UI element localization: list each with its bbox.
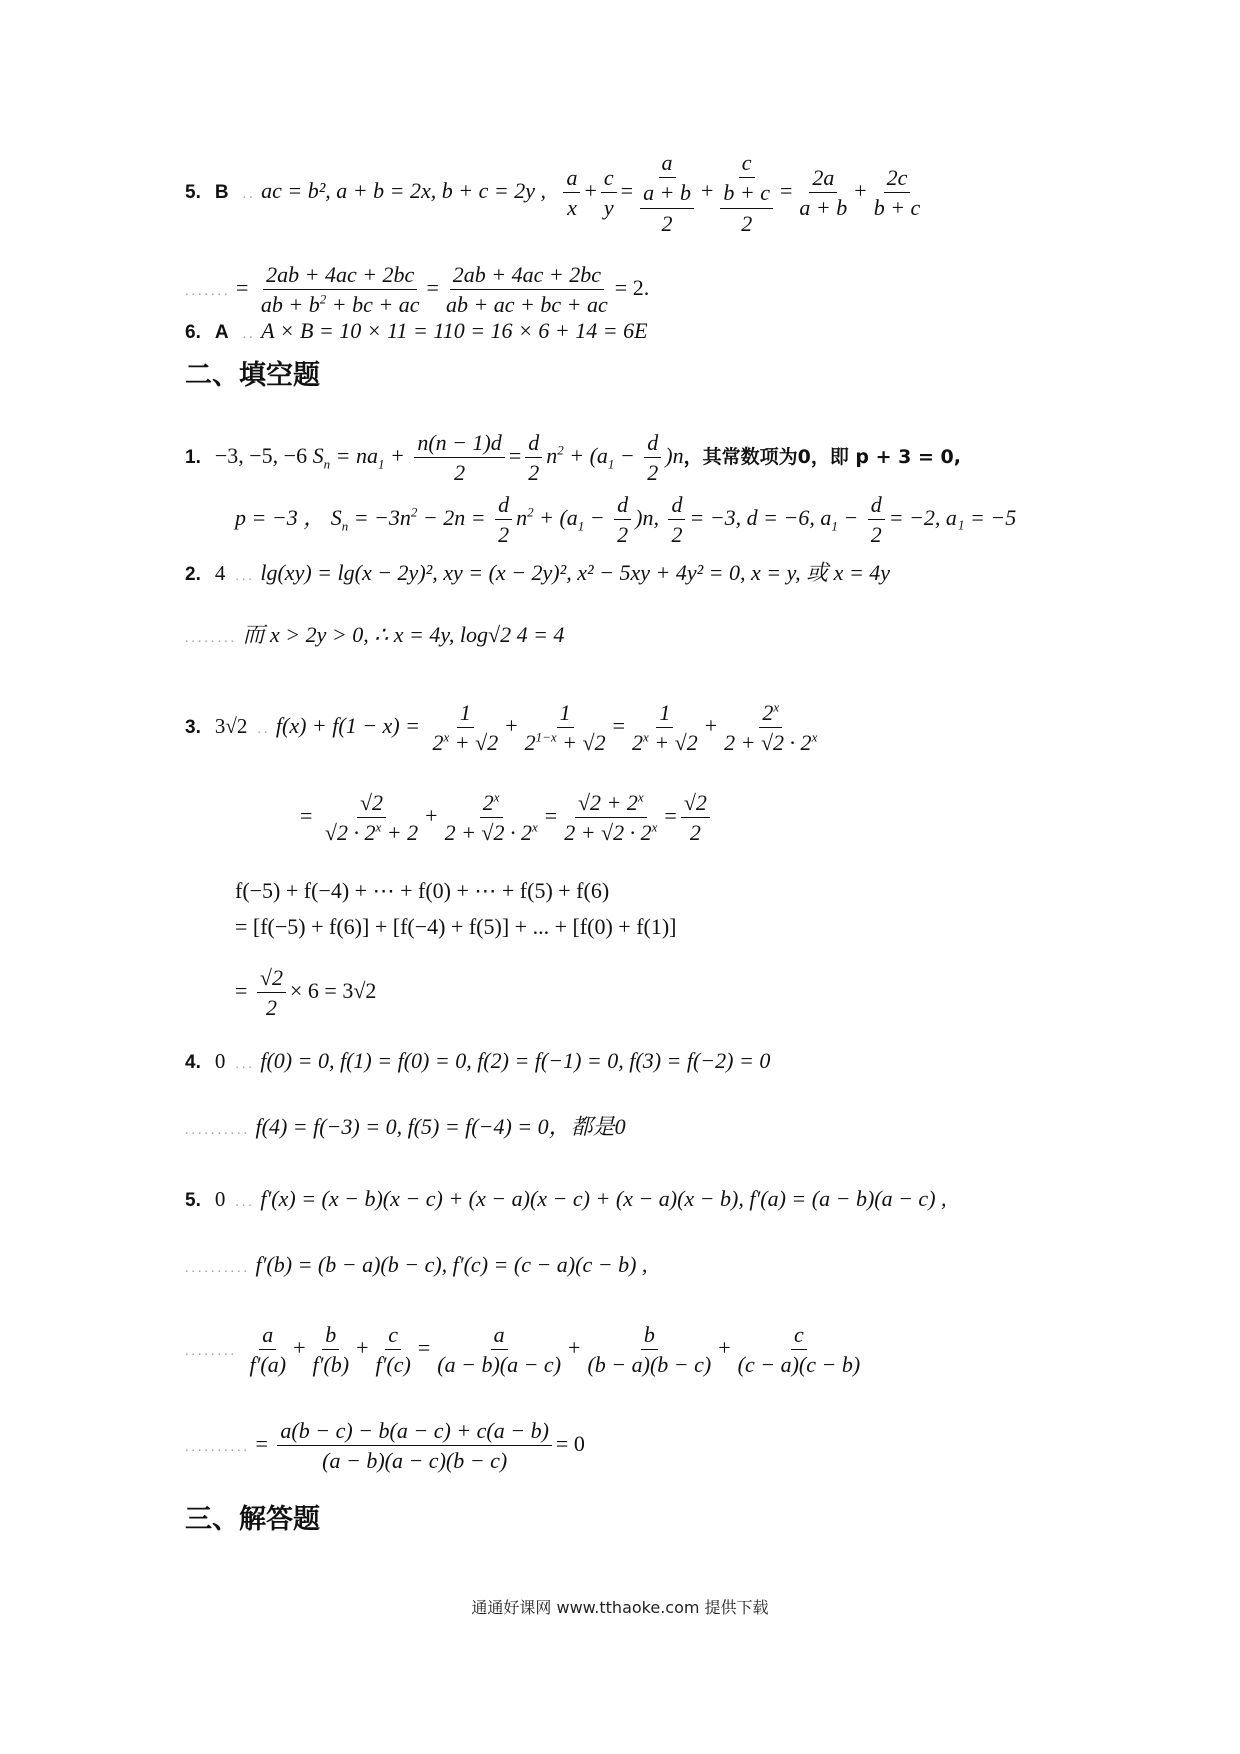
fill-q3-sum3: = $\frac{√2}{2}$ × 6 = 3√2 [235,965,377,1021]
fill-q2-line1: 2. 4 ... lg(xy) = lg(x − 2y)², xy = (x − 2y)², x² − 5xy + 4y² = 0, x = y, 或 x = 4y [185,560,891,585]
question-number: 5. [185,181,201,203]
page-footer: 通通好课网 www.tthaoke.com 提供下载 [471,1598,769,1617]
fill-q3-sum2: = [f(−5) + f(6)] + [f(−4) + f(5)] + ... + [f(0) + f(1)] [235,914,677,939]
formula-text: f(4) = f(−3) = 0, f(5) = f(−4) = 0，都是0 [255,1114,626,1139]
formula-text: ac = b², a + b = 2x, b + c = 2y , [261,177,546,203]
fill-q5-line3: ........ $\frac{a}{f'(a)}$ + $\frac{b}{f'(b)}$ + $\frac{c}{f'(c)}$ = $\frac{a}{(a - b)(a - c)}$ + $\frac{b}{(b - a)(b - c)}$ + $\frac{c}{(c - a)(c - b)}$ [185,1322,861,1378]
section-heading-fill: 二、填空题 [185,360,320,391]
formula-text: A × B = 10 × 11 = 110 = 16 × 6 + 14 = 6E [261,318,648,343]
fill-q5-line4: .......... = $\frac{a(b - c) - b(a - c) + c(a - b)}{(a - b)(a - c)(b - c)}$ = 0 [185,1418,585,1474]
fill-q4-line1: 4. 0 ... f(0) = 0, f(1) = f(0) = 0, f(2) = f(−1) = 0, f(3) = f(−2) = 0 [185,1048,771,1073]
fill-q5-line1: 5. 0 ... f′(x) = (x − b)(x − c) + (x − a)(x − c) + (x − a)(x − b), f′(a) = (a − b)(a − c) , [185,1186,947,1211]
fill-q3-line1: 3. 3√2 .. f(x) + f(1 − x) = $\frac{1}{2^x + √2}$ + $\frac{1}{2^{1-x} + √2}$ = $\frac{1}{2^x + √2}$ + $\frac{2^x}{2 + √2 \cdot 2^x}$ [185,699,818,756]
formula-text: × 6 = 3√2 [290,977,377,1003]
answer-value: 4 [214,561,226,585]
fill-q5-line2: .......... f′(b) = (b − a)(b − c), f′(c) = (c − a)(c − b) , [185,1252,648,1277]
answer-value: 0 [214,1187,226,1211]
fill-q3-line2: = $\frac{√2}{√2 \cdot 2^x + 2}$ + $\frac{2^x}{2 + √2 \cdot 2^x}$ = $\frac{√2 + 2^x}{2 + √2 \cdot 2^x}$ = $\frac{√2}{2}$ [300,790,714,846]
section-heading-answer: 三、解答题 [185,1504,320,1535]
formula-text: f′(b) = (b − a)(b − c), f′(c) = (c − a)(c − b) , [255,1252,648,1277]
question-number: 2. [185,564,201,585]
answer-value: 3√2 [214,713,248,738]
formula-text: p = −3 ， [235,504,326,530]
fill-q2-line2: ........ 而 x > 2y > 0, ∴ x = 4y, log√2 4 = 4 [185,622,565,647]
formula-text: f(0) = 0, f(1) = f(0) = 0, f(2) = f(−1) = 0, f(3) = f(−2) = 0 [260,1048,771,1073]
formula-text: = 0 [555,1430,585,1456]
question-number: 1. [185,446,201,468]
formula-text: lg(xy) = lg(x − 2y)², xy = (x − 2y)², x² − 5xy + 4y² = 0, x = y, 或 x = 4y [260,560,891,585]
answer-letter: A [214,322,229,343]
formula-text: f′(x) = (x − b)(x − c) + (x − a)(x − c) + (x − a)(x − b), f′(a) = (a − b)(a − c) , [260,1186,947,1211]
answer-value: 0 [214,1049,226,1073]
choice-q5-line2: ....... = $\frac{2ab + 4ac + 2bc}{ab + b^2 + bc + ac}$ = $\frac{2ab + 4ac + 2bc}{ab + ac + bc + ac}$ = 2. [185,262,650,318]
fill-q1-line2: p = −3 ， $S_n = -3n^2 - 2n$ = $\frac{d}{2}$ $n^2 + (a_1$ − $\frac{d}{2}$ )n, $\frac{d}{2}$ = −3, d = −6, $a_1$ − $\frac{d}{2}$ = −2, a₁ = −5 [235,492,1017,548]
formula-text: = −2, a₁ = −5 [888,504,1017,530]
formula-text: ，其常数项为0，即 p + 3 = 0, [683,445,961,468]
question-number: 4. [185,1052,201,1073]
choice-q5-line1: 5. B .. ac = b², a + b = 2x, b + c = 2y , $\frac{a}{x}$ + $\frac{c}{y}$ = $\frac{a}{\frac{a + b}{2}}$ + $\frac{c}{\frac{b + c}{2}}$ = $\frac{2a}{a + b}$ + $\frac{2c}{b + c}$ [185,150,921,236]
question-number: 3. [185,716,201,738]
question-number: 5. [185,1190,201,1211]
question-number: 6. [185,322,201,343]
formula-text: = −3, d = −6, [689,504,815,530]
choice-q6: 6. A .. A × B = 10 × 11 = 110 = 16 × 6 + 14 = 6E [185,318,648,343]
answer-value: −3, −5, −6 [214,442,308,468]
answer-letter: B [214,181,229,203]
formula-text: 而 x > 2y > 0, ∴ x = 4y, log√2 4 = 4 [242,622,565,647]
formula-text: = 2. [614,274,650,300]
fill-q3-sum1: f(−5) + f(−4) + ⋯ + f(0) + ⋯ + f(5) + f(6) [235,878,610,903]
fill-q4-line2: .......... f(4) = f(−3) = 0, f(5) = f(−4) = 0，都是0 [185,1114,626,1139]
fill-q1-line1: 1. −3, −5, −6 $S_n = na_1$ + $\frac{n(n - 1)d}{2}$ = $\frac{d}{2}$ $n^2 + (a_1$ − $\frac{d}{2}$ )n，其常数项为0，即 p + 3 = 0, [185,430,961,486]
